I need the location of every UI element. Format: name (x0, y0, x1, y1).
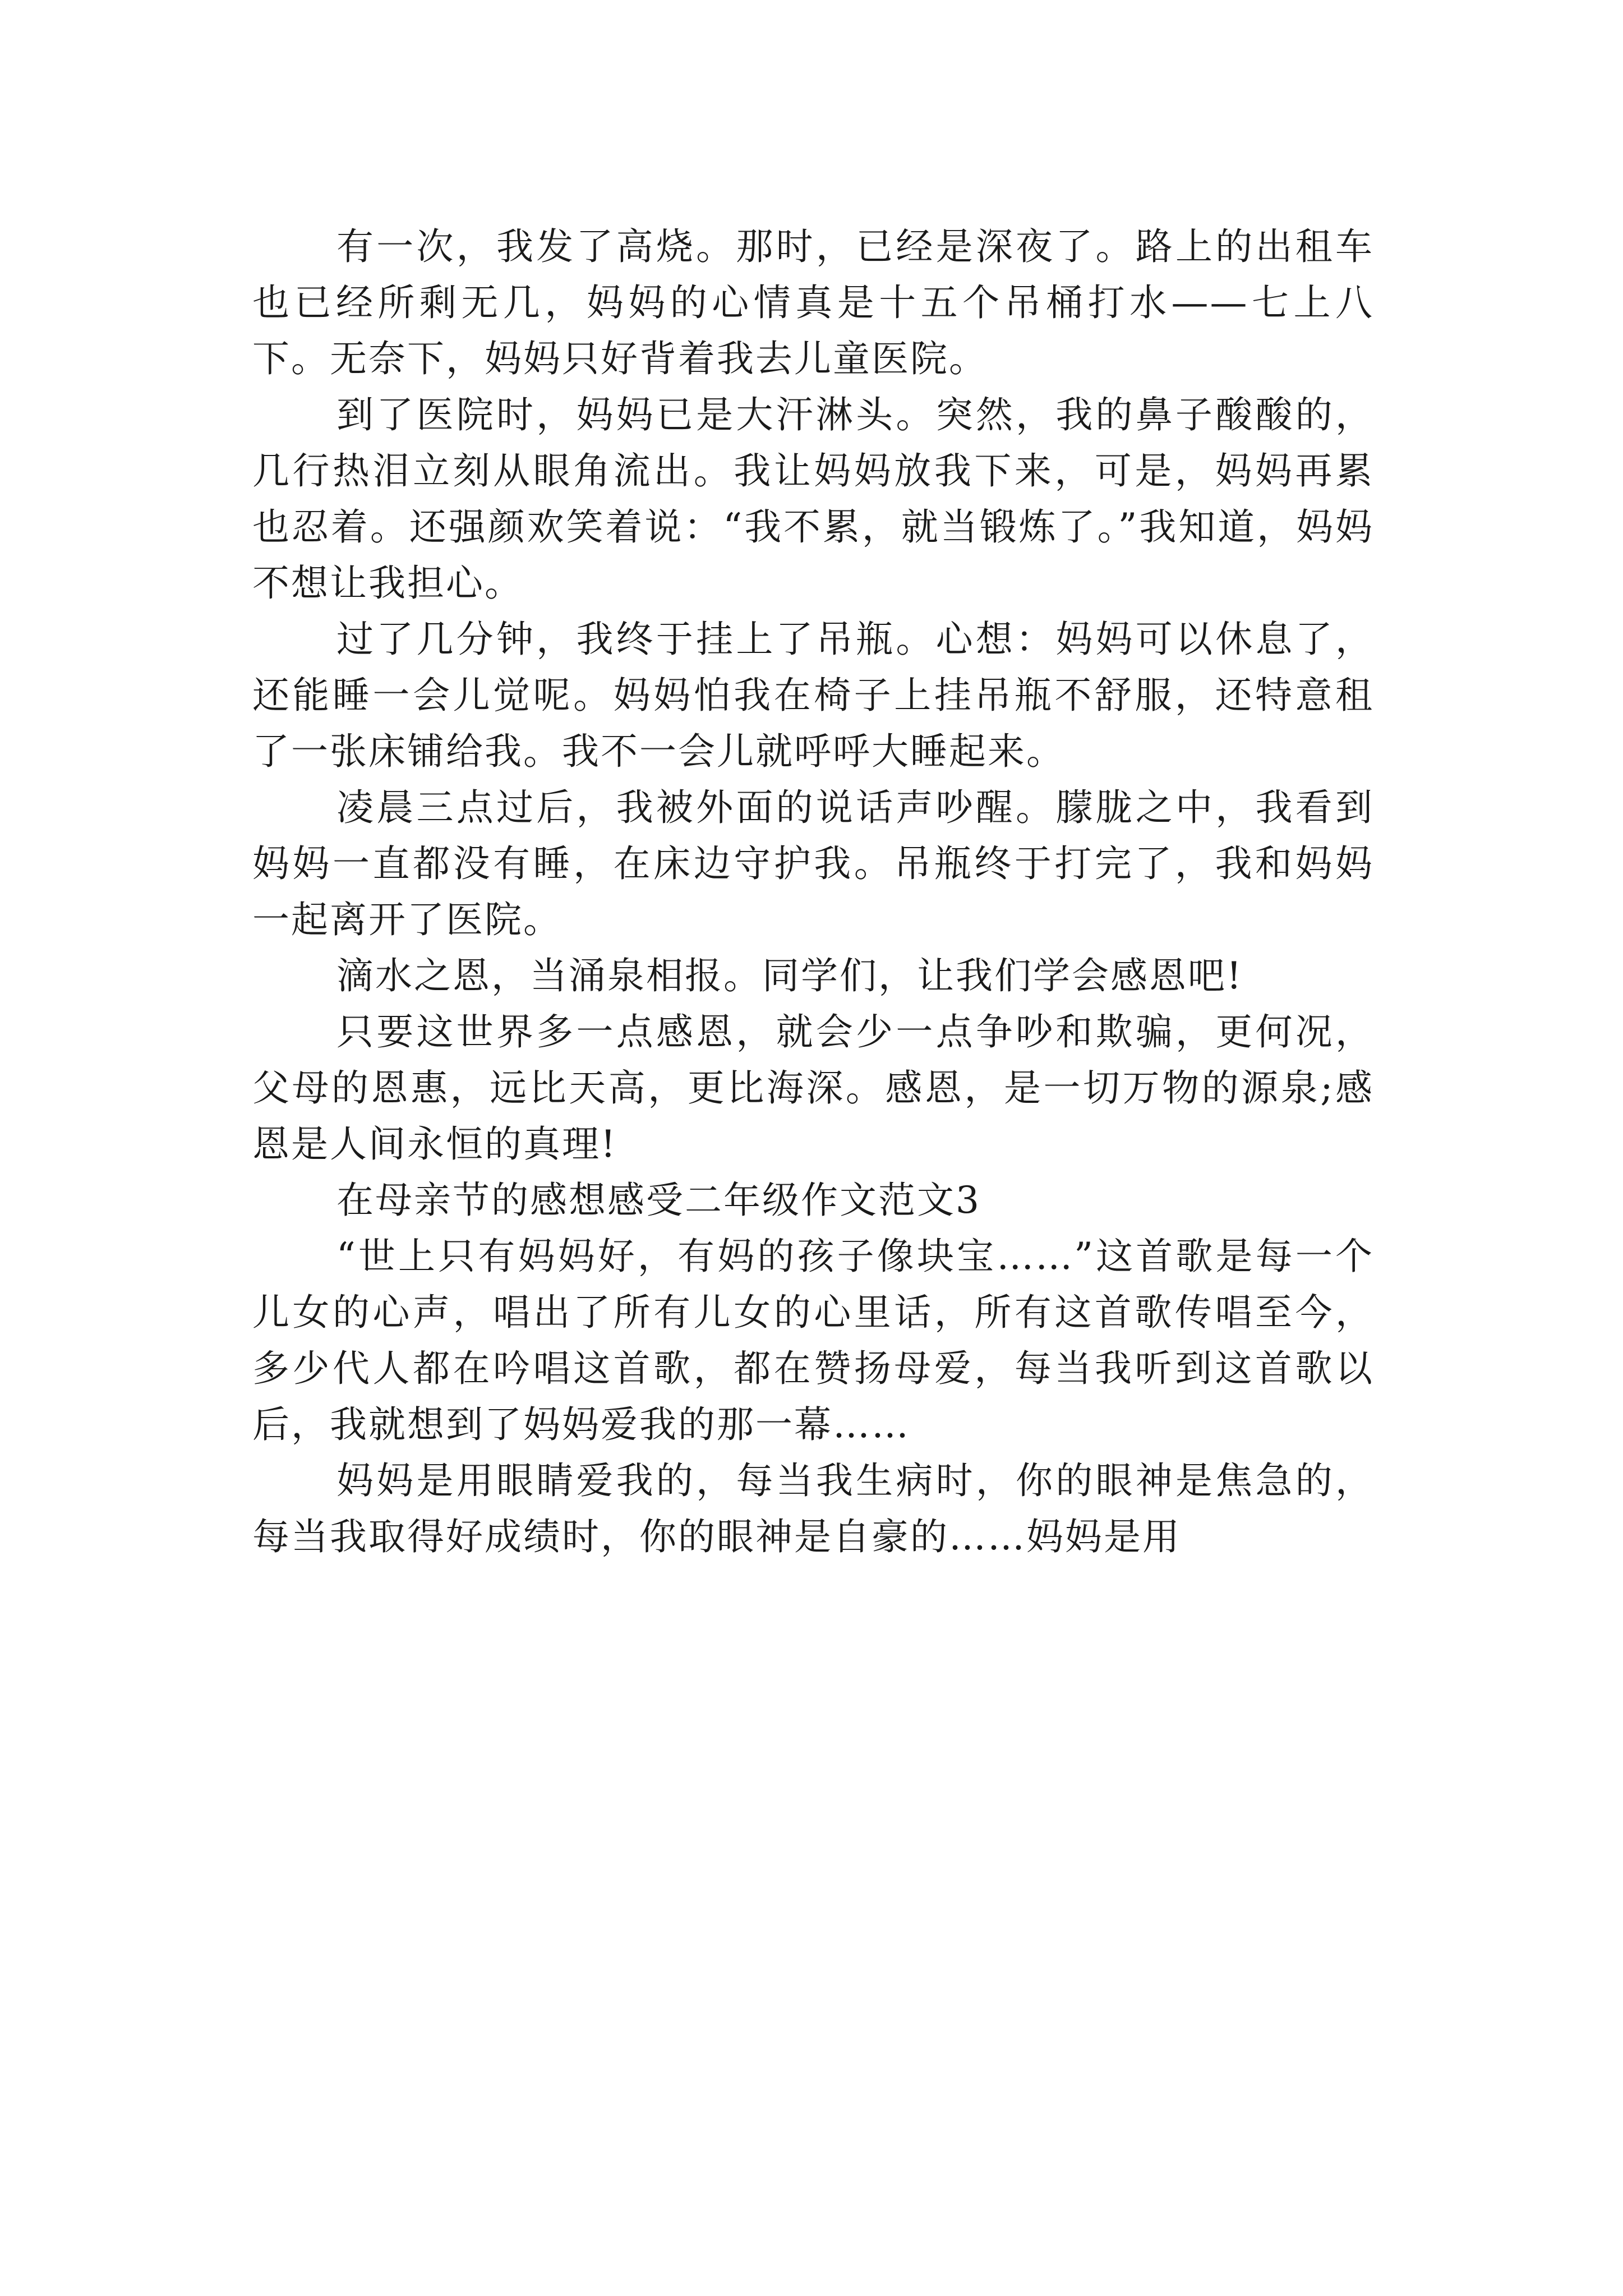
paragraph-early-morning: 凌晨三点过后，我被外面的说话声吵醒。朦胧之中，我看到妈妈一直都没有睡，在床边守护我。吊瓶终于打完了，我和妈妈一起离开了医院。 (252, 786, 1374, 941)
document-body (252, 219, 1374, 1565)
paragraph-song: “世上只有妈妈好，有妈的孩子像块宝……”这首歌是每一个儿女的心声，唱出了所有儿女的心里话，所有这首歌传唱至今，多少代人都在吟唱这首歌，都在赞扬母爱，每当我听到这首歌以后，我就想到了妈妈爱我的那一幕…… (252, 1235, 1374, 1446)
paragraph-mother-eyes: 妈妈是用眼睛爱我的，每当我生病时，你的眼神是焦急的，每当我取得好成绩时，你的眼神是自豪的……妈妈是用 (252, 1459, 1374, 1558)
paragraph-gratitude-call: 滴水之恩，当涌泉相报。同学们，让我们学会感恩吧! (336, 954, 1243, 997)
paragraph-gratitude-truth: 只要这世界多一点感恩，就会少一点争吵和欺骗，更何况，父母的恩惠，远比天高，更比海深。感恩，是一切万物的源泉;感恩是人间永恒的真理! (252, 1010, 1374, 1166)
essay-title-3: 在母亲节的感想感受二年级作文范文3 (336, 1179, 981, 1222)
paragraph-fever-night: 有一次，我发了高烧。那时，已经是深夜了。路上的出租车也已经所剩无几，妈妈的心情真是十五个吊桶打水——七上八下。无奈下，妈妈只好背着我去儿童医院。 (252, 225, 1374, 380)
paragraph-hospital-arrival: 到了医院时，妈妈已是大汗淋头。突然，我的鼻子酸酸的，几行热泪立刻从眼角流出。我让妈妈放我下来，可是，妈妈再累也忍着。还强颜欢笑着说：“我不累，就当锻炼了。”我知道，妈妈不想让我担心。 (252, 393, 1374, 605)
paragraph-iv-drip: 过了几分钟，我终于挂上了吊瓶。心想：妈妈可以休息了，还能睡一会儿觉呢。妈妈怕我在椅子上挂吊瓶不舒服，还特意租了一张床铺给我。我不一会儿就呼呼大睡起来。 (252, 618, 1374, 773)
